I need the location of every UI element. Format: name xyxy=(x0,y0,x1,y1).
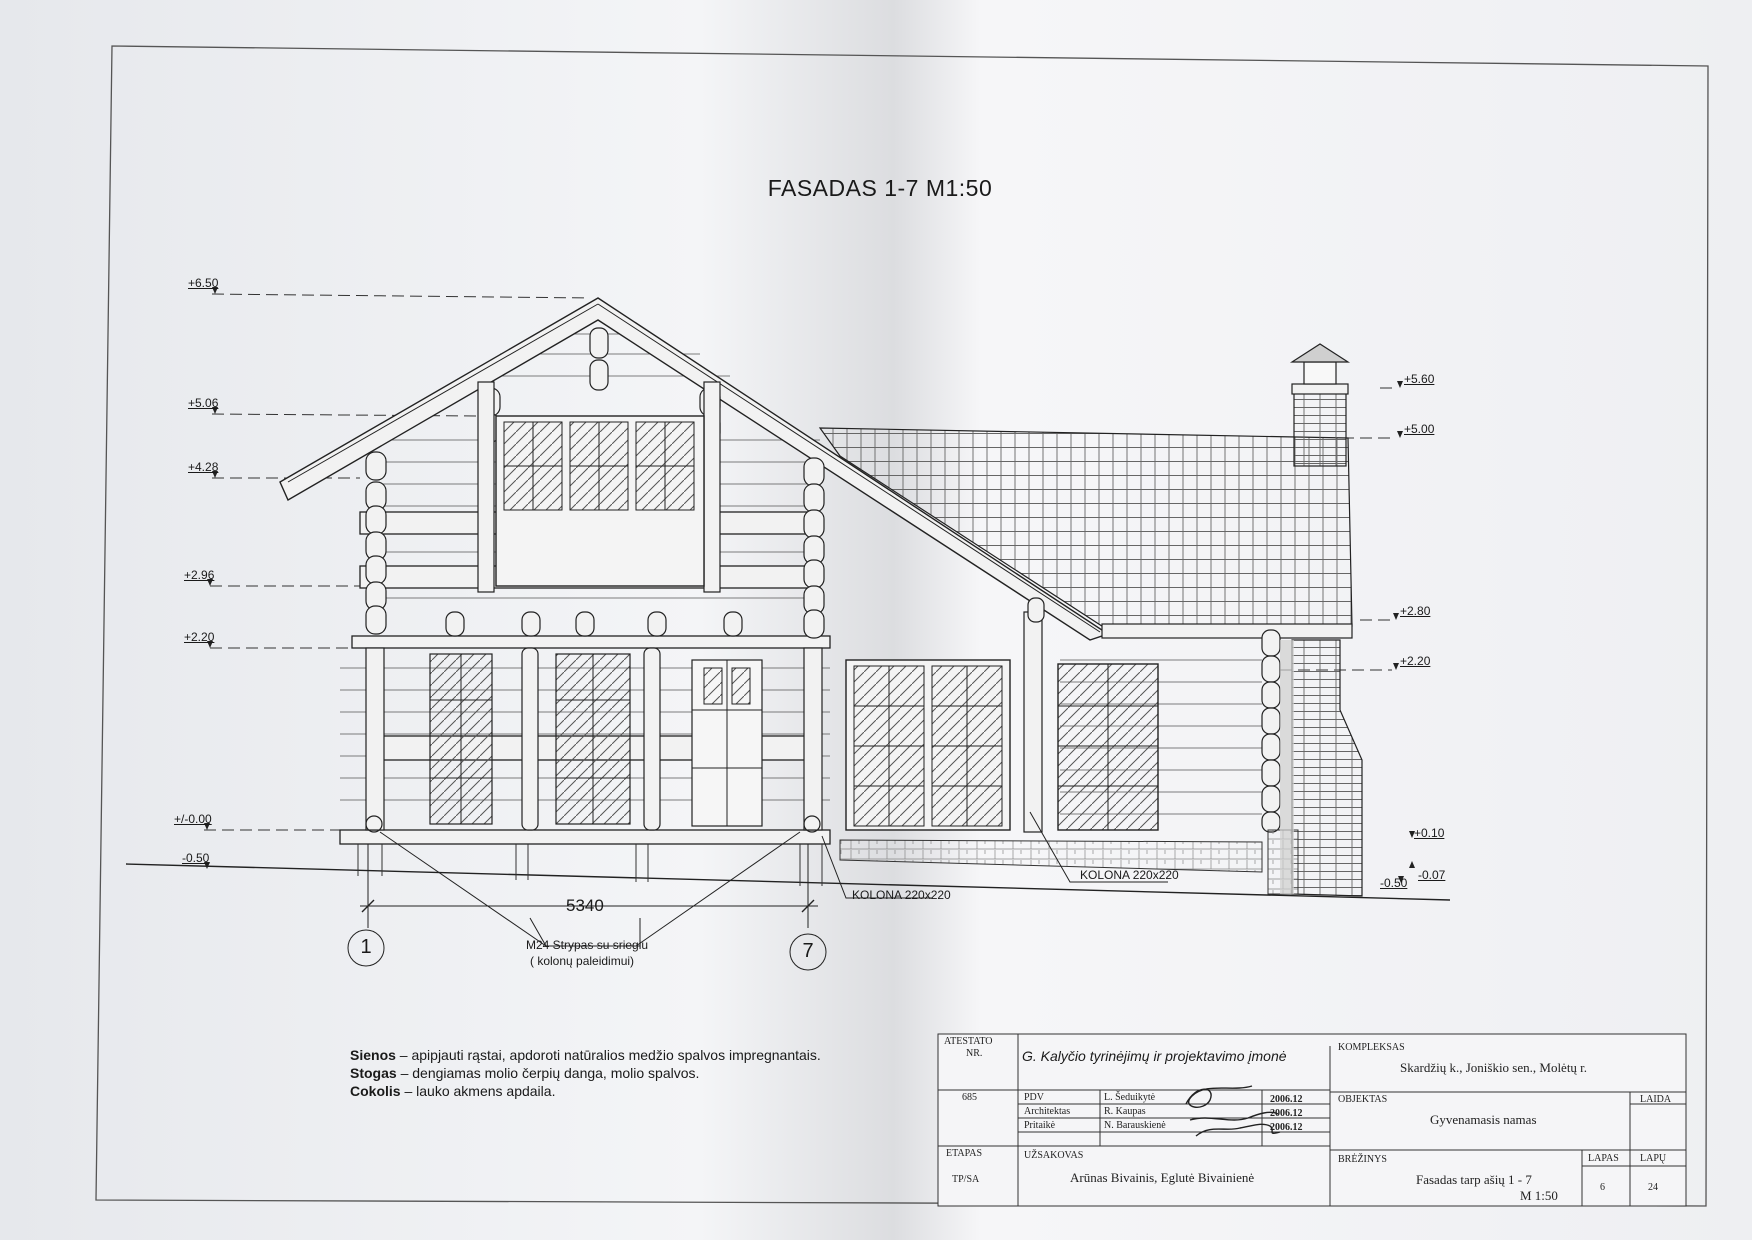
right-block xyxy=(820,344,1362,896)
level-label-left-3: +4.28 xyxy=(188,460,219,474)
objektas-label: OBJEKTAS xyxy=(1338,1094,1388,1105)
atestato-label-1: ATESTATO xyxy=(944,1036,993,1047)
level-label-left-6: +/-0.00 xyxy=(174,812,212,826)
lower-windows xyxy=(430,654,762,826)
drawing-title: FASADAS 1-7 M1:50 xyxy=(767,175,993,201)
rod-label-line2: ( kolonų paleidimui) xyxy=(530,954,635,968)
level-label-right-7: -0.50 xyxy=(1380,876,1408,890)
staff-date-1: 2006.12 xyxy=(1270,1094,1303,1105)
material-notes xyxy=(350,1046,821,1100)
level-label-left-5: +2.20 xyxy=(184,630,215,644)
laida-label: LAIDA xyxy=(1640,1094,1672,1105)
staff-date-3: 2006.12 xyxy=(1270,1122,1303,1133)
note-plinth: Cokolis – lauko akmens apdaila. xyxy=(350,1083,556,1099)
uzsakovas-label: UŽSAKOVAS xyxy=(1024,1150,1084,1161)
etapas-value: TP/SA xyxy=(952,1174,980,1185)
lapas-label: LAPAS xyxy=(1588,1153,1619,1164)
level-label-right-5: +0.10 xyxy=(1414,826,1445,840)
objektas-value: Gyvenamasis namas xyxy=(1430,1112,1537,1127)
brezinys-value: Fasadas tarp ašių 1 - 7 xyxy=(1416,1172,1532,1187)
upper-windows xyxy=(496,416,704,586)
level-label-right-6: -0.07 xyxy=(1418,868,1446,882)
level-label-right-2: +5.00 xyxy=(1404,422,1435,436)
dimension-label: 5340 xyxy=(566,896,604,915)
level-label-left-1: +6.50 xyxy=(188,276,219,290)
kompleksas-value: Skardžių k., Joniškio sen., Molėtų r. xyxy=(1400,1060,1588,1075)
staff-role-2: Architektas xyxy=(1024,1106,1071,1117)
level-label-right-1: +5.60 xyxy=(1404,372,1435,386)
uzsakovas-value: Arūnas Bivainis, Eglutė Bivainienė xyxy=(1070,1170,1255,1185)
level-label-left-7: -0.50 xyxy=(182,851,210,865)
staff-name-2: R. Kaupas xyxy=(1104,1106,1146,1117)
company-name: G. Kalyčio tyrinėjimų ir projektavimo įmonė xyxy=(1022,1048,1287,1064)
rod-label-line1: M24 Strypas su sriegiu xyxy=(526,938,649,952)
kompleksas-label: KOMPLEKSAS xyxy=(1338,1042,1405,1053)
staff-name-1: L. Šeduikytė xyxy=(1104,1092,1156,1103)
axis-bubble-7: 7 xyxy=(802,940,814,962)
atestato-label-2: NR. xyxy=(966,1048,983,1059)
kolona-label-left: KOLONA 220x220 xyxy=(852,888,951,902)
brezinys-scale: M 1:50 xyxy=(1520,1188,1558,1203)
brezinys-label: BRĖŽINYS xyxy=(1338,1154,1387,1165)
staff-date-2: 2006.12 xyxy=(1270,1108,1303,1119)
sheet-frame xyxy=(96,46,1708,1206)
lapu-label: LAPŲ xyxy=(1640,1153,1667,1164)
note-walls: Sienos – apipjauti rąstai, apdoroti natūralios medžio spalvos impregnantais. xyxy=(350,1047,821,1063)
staff-role-3: Pritaikė xyxy=(1024,1120,1056,1131)
atestato-value: 685 xyxy=(962,1092,977,1103)
level-label-right-4: +2.20 xyxy=(1400,654,1431,668)
note-roof: Stogas – dengiamas molio čerpių danga, molio spalvos. xyxy=(350,1065,700,1081)
level-label-right-3: +2.80 xyxy=(1400,604,1431,618)
etapas-label: ETAPAS xyxy=(946,1148,983,1159)
axis-bubble-1: 1 xyxy=(360,936,372,958)
lapu-value: 24 xyxy=(1648,1182,1658,1193)
staff-name-3: N. Barauskienė xyxy=(1104,1120,1166,1131)
lapas-value: 6 xyxy=(1600,1182,1605,1193)
level-label-left-2: +5.06 xyxy=(188,396,219,410)
kolona-label-right: KOLONA 220x220 xyxy=(1080,868,1179,882)
staff-role-1: PDV xyxy=(1024,1092,1045,1103)
level-label-left-4: +2.96 xyxy=(184,568,215,582)
